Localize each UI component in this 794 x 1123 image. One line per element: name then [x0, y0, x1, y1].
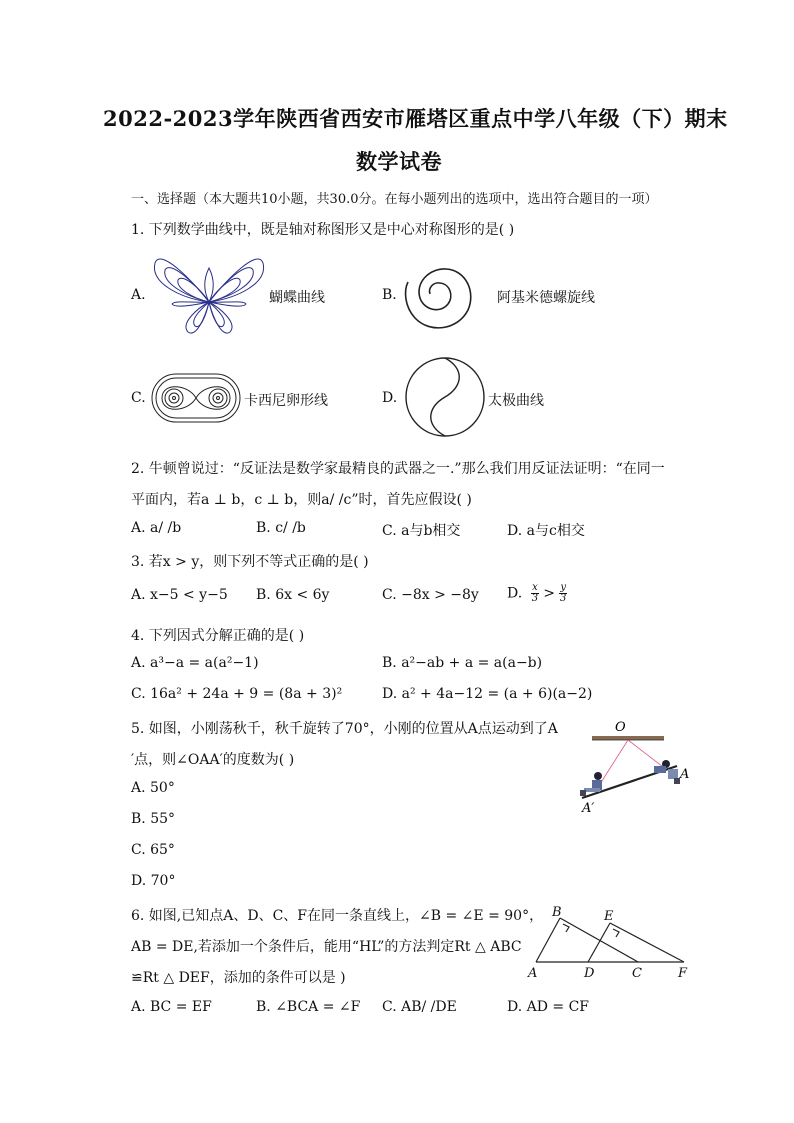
page-title-line2: 数学试卷 — [356, 149, 442, 174]
q3-option-d — [507, 583, 567, 604]
q6-option-b: B. ∠BCA = ∠F — [256, 999, 361, 1015]
label-a-prime: A′ — [582, 801, 595, 816]
question-6-line2: AB = DE,若添加一个条件后，能用“HL”的方法判定Rt △ ABC — [131, 939, 522, 955]
boy-right-icon — [654, 760, 680, 784]
q1-option-a-caption: 蝴蝶曲线 — [269, 290, 325, 306]
question-2-line1: 2. 牛顿曾说过：“反证法是数学家最精良的武器之一.”那么我们用反证法证明：“在同一 — [131, 461, 665, 477]
q1-option-d-caption: 太极曲线 — [488, 393, 544, 409]
q1-option-b-caption: 阿基米德螺旋线 — [497, 290, 595, 306]
question-5-line1: 5. 如图，小刚荡秋千，秋千旋转了70°，小刚的位置从A点运动到了A — [131, 721, 558, 737]
q1-option-b-letter: B. — [382, 287, 397, 303]
q4-option-d: D. a² + 4a−12 = (a + 6)(a−2) — [382, 686, 593, 702]
label-d: D — [584, 966, 595, 981]
q3-option-d-op: > — [543, 585, 555, 602]
label-a: A — [680, 767, 690, 782]
q4-option-c: C. 16a² + 24a + 9 = (8a + 3)² — [131, 686, 343, 702]
label-b: B — [552, 905, 562, 920]
cassini-oval-figure — [150, 372, 242, 424]
q1-option-c-caption: 卡西尼卵形线 — [244, 393, 328, 409]
label-o: O — [615, 720, 626, 735]
q1-option-a-letter: A. — [131, 287, 146, 303]
q1-option-c-letter: C. — [131, 390, 146, 406]
q5-option-d: D. 70° — [131, 873, 176, 889]
q2-option-c: C. a与b相交 — [382, 523, 461, 539]
swing-figure — [572, 714, 696, 816]
question-6-line1: 6. 如图,已知点A、D、C、F在同一条直线上，∠B = ∠E = 90°， — [131, 908, 544, 924]
q6-option-d: D. AD = CF — [507, 999, 590, 1015]
fraction-y-over-3: $\frac{y}{3}$ — [560, 582, 567, 604]
question-3-stem: 3. 若x > y，则下列不等式正确的是( ) — [131, 554, 369, 570]
question-2-line2: 平面内，若a ⊥ b，c ⊥ b，则a/ /c”时，首先应假设( ) — [131, 492, 472, 508]
q4-option-a: A. a³−a = a(a²−1) — [131, 655, 259, 671]
question-6-line3: ≌Rt △ DEF，添加的条件可以是 ) — [131, 970, 346, 986]
label-e: E — [604, 909, 614, 924]
q3-option-c: C. −8x > −8y — [382, 587, 479, 603]
q1-option-d-letter: D. — [382, 390, 398, 406]
q2-option-b: B. c/ /b — [256, 520, 306, 536]
q2-option-d: D. a与c相交 — [507, 523, 585, 539]
label-f: F — [678, 966, 688, 981]
q6-option-c: C. AB/ /DE — [382, 999, 457, 1015]
section-header: 一、选择题（本大题共10小题，共30.0分。在每小题列出的选项中，选出符合题目的一项） — [131, 192, 658, 207]
q5-option-b: B. 55° — [131, 811, 176, 827]
q3-option-a: A. x−5 < y−5 — [131, 587, 228, 603]
q2-option-a: A. a/ /b — [131, 520, 182, 536]
butterfly-curve-figure — [150, 248, 268, 338]
archimedean-spiral-figure — [400, 252, 498, 342]
q3-option-b: B. 6x < 6y — [256, 587, 330, 603]
q5-option-c: C. 65° — [131, 842, 175, 858]
label-c: C — [632, 966, 642, 981]
question-5-line2: ′点，则∠OAA′的度数为( ) — [131, 752, 295, 768]
page-title: 2022-2023学年陕西省西安市雁塔区重点中学八年级（下）期末 — [103, 106, 728, 131]
triangles-figure — [526, 902, 694, 984]
label-a: A — [528, 966, 538, 981]
question-1-stem: 1. 下列数学曲线中，既是轴对称图形又是中心对称图形的是( ) — [131, 222, 515, 238]
q5-option-a: A. 50° — [131, 780, 175, 796]
q4-option-b: B. a²−ab + a = a(a−b) — [382, 655, 543, 671]
taiji-curve-figure — [404, 356, 486, 438]
q6-option-a: A. BC = EF — [131, 999, 212, 1015]
question-4-stem: 4. 下列因式分解正确的是( ) — [131, 628, 305, 644]
fraction-x-over-3: $\frac{x}{3}$ — [531, 582, 539, 604]
q3-option-d-letter: D. — [507, 585, 523, 602]
